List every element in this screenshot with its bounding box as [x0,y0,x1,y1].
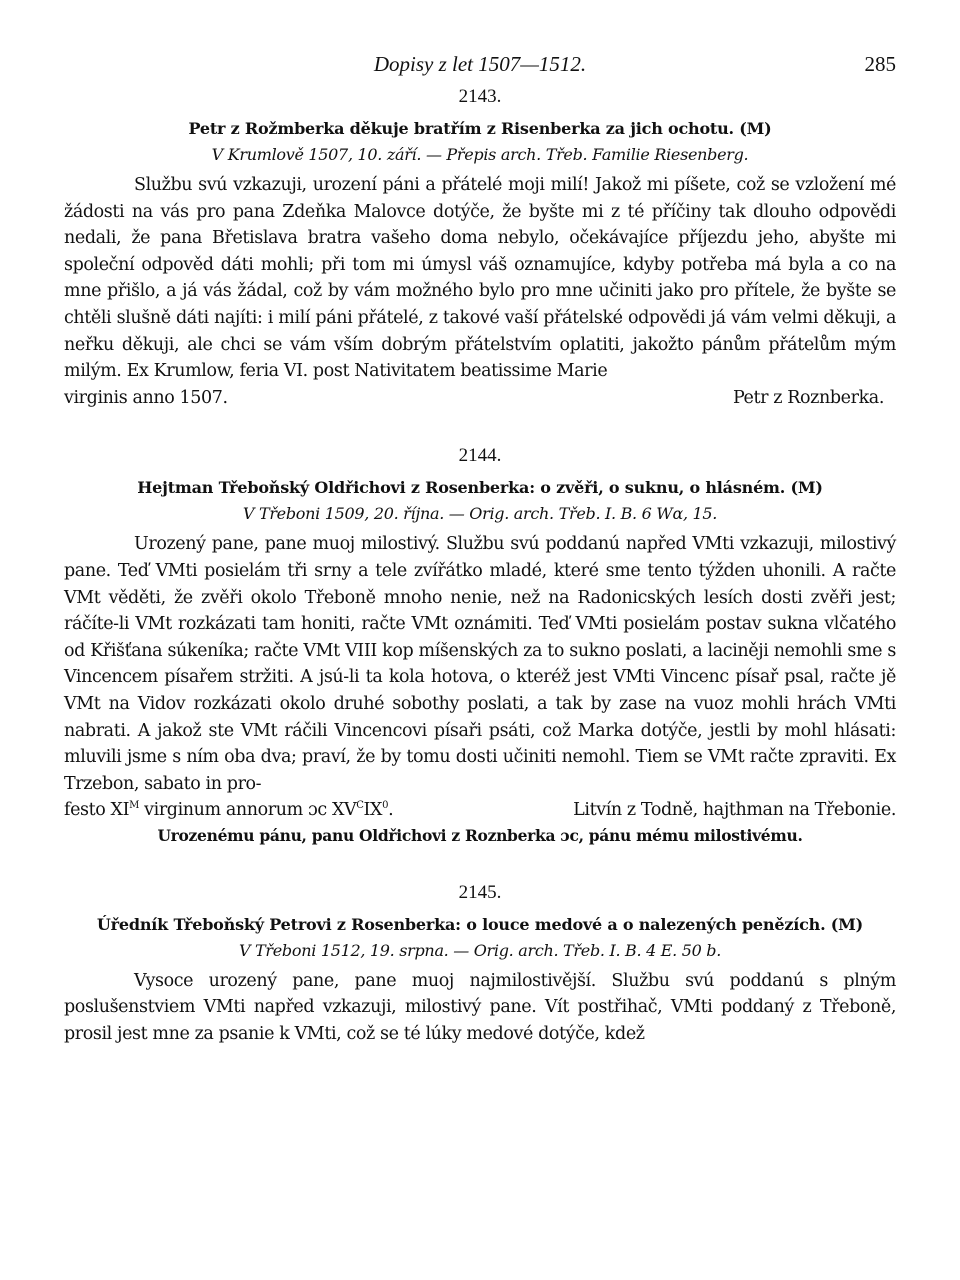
running-title: Dopisy z let 1507—1512. [373,52,587,76]
document-body: Vysoce urozený pane, pane muoj najmilostivější. Službu svú poddanú s plným poslušenstviem VMti napřed vzkazuji, milostivý pane. Vít postřihač, VMti poddaný z Třeboně, prosil jest mne za psanie k VMti, což se té lúky medové dotýče, kdež [64,970,896,1045]
closing-date: virginis anno 1507. [64,387,228,408]
document-number: 2144. [458,445,502,467]
running-head [64,52,896,84]
document-source: V Třeboni 1512, 19. srpna. — Orig. arch. Třeb. I. B. 4 E. 50 b. [239,940,721,960]
page-number: 285 [864,52,896,76]
closing-line [64,797,896,824]
closing-line [64,385,896,412]
closing-date: festo $XI^M$ virginum annorum ɔc $XV^CIX^0$. [64,800,394,821]
document-body: Urozený pane, pane muoj milostivý. Službu svú poddanú napřed VMti vzkazuji, milostivý pane. Teď VMti posielám tři srny a tele zvířátko mladé, které sme tento týžden uhonili. A račte VMt věděti, že zvěři okolo Třeboně mnoho nenie, než na Radonicských lesích dosti zvěři jest; ráčíte-li VMt rozkázati tam honiti, račte VMt oznámiti. Teď VMti posielám postav sukna vlčatého od Křišťana súkeníka; račte VMt VIII kop míšenských za to sukno poslati, a laciněji nemohli sme s Vincencem písařem stržiti. A jsú-li ta kola hotova, o kteréž jest VMti Vincenc písař psal, račte jě VMt na Vidov rozkázati okolo druhé sobothy poslati, a tak by zase na vuoz mohli hrách VMti nabrati. A jakož ste VMt ráčili Vincencovi písaři psáti, což Marka dotýče, jestli by mohl hlásati: mluvili jsme s ním oba dva; praví, že by tomu dosti učiniti nemohl. Tiem se VMt račte zpraviti. Ex Trzebon, sabato in pro- [64,534,896,794]
signature: Litvín z Todně, hajthman na Třebonie. [573,800,896,821]
address-line: Urozenému pánu, panu Oldřichovi z Roznberka ɔc, pánu mému milostivému. [157,825,803,845]
document-body: Službu svú vzkazuji, urození páni a přátelé moji milí! Jakož mi píšete, což se vzložení mé žádosti na vás pro pana Zdeňka Malovce dotýče, že byšte mi z té příčiny tak dlouho odpovědi nedali, že pana Břetislava bratra vašeho doma nebylo, očekávajíce příjezdu jeho, abyšte mi společní odpověd dáti mohli; při tom mi úmysl váš oznamujíce, kdyby potřeba má byla a co na mne přišlo, a já vás žádal, což by vám možného bylo pro mne učiniti jako pro přítele, že byšte se chtěli slušně dáti najíti: i milí páni přátelé, z takové vaší přátelské odpovědi já vám velmi děkuji, a neřku děkuji, ale chci se vám vším dobrým přátelstvím oplatiti, jakožto pánům přátelům mým milým. Ex Krumlow, feria VI. post Nativitatem beatissime Marie [64,175,896,382]
document-entry-2143 [64,86,896,411]
document-source: V Třeboni 1509, 20. října. — Orig. arch. Třeb. I. B. 6 Wα, 15. [242,504,718,524]
document-number: 2145. [458,881,502,903]
signature: Petr z Roznberka. [732,387,884,408]
document-regest: Hejtman Třeboňský Oldřichovi z Rosenberka: o zvěři, o suknu, o hlásném. (M) [137,478,823,498]
document-entry-2144 [64,445,896,848]
document-entry-2145 [64,882,896,1048]
document-number: 2143. [458,86,502,107]
document-source: V Krumlově 1507, 10. září. — Přepis arch. Třeb. Familie Riesenberg. [211,145,749,164]
document-regest: Petr z Rožmberka děkuje bratřím z Risenberka za jich ochotu. (M) [188,119,772,138]
document-regest: Úředník Třeboňský Petrovi z Rosenberka: o louce medové a o nalezených penězích. (M) [96,914,864,934]
